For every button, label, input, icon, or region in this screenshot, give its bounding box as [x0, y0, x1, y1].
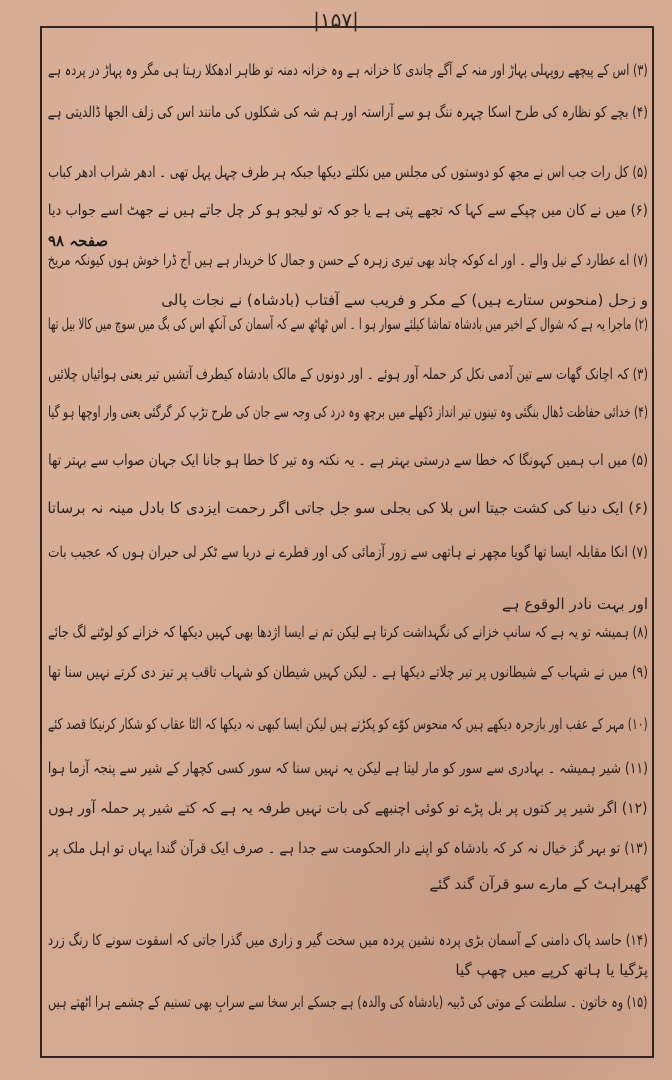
text-line: (۱۵) وہ خاتون ۔ سلطنت کے موتی کی ڈبیہ (بادشاہ کی والدہ) ہے جسکے ابر سخا سے سرابِ بھی تسنیم کے چشمے ہرا اٹھتے ہیں: [48, 993, 648, 1011]
text-line: (۲) ماجرا یہ ہے کہ شوال کے اخیر میں بادشاہ تماشا کیلئے سوار ہو ا ۔ اس ٹھاٹھ سے کہ آسمان کی آنکھ اس کی بگ میں سوچ میں کالا بیل تھا: [48, 315, 648, 333]
text-line: (۷) انکا مقابلہ ایسا تھا گویا مچھر نے ہاتھی سے زور آزمائی کی اور قطرے نے دریا سے ٹکر لی حیران ہوں کہ عجیب بات: [48, 543, 648, 561]
text-line: (۳) اس کے پیچھے روپہلی پہاڑ اور منہ کے آگے چاندی کا خزانہ ہے وہ خزانہ دمنہ تو ظاہر ادھکلا رہتا ہی مگر وہ پہاڑ در پردہ ہے: [48, 61, 648, 79]
page-number: |۱۵۷|: [313, 8, 359, 32]
text-line: (۱۲) اگر شیر پر کتوں پر بل پڑے تو کوئی اچنبھے کی بات نہیں طرفہ یہ ہے کہ کتے شیر پر حملہ آور ہوں: [48, 799, 648, 817]
text-line: (۸) ہمیشہ تو یہ ہے کہ سانپ خزانے کی نگہداشت کرتا ہے لیکن تم نے ایسا اژدھا بھی کہیں دیکھا کہ خزانے کو لوٹنے لگ جائے: [48, 623, 648, 641]
text-line: (۱۳) تو بہر گز خیال نہ کر کہ بادشاہ کو اپنے دار الحکومت سے جدا ہے ۔ صرف ایک قرآن گندا یہاں تو اہل ملک پر: [48, 839, 648, 857]
text-line: (۱۰) مہر کے عقب اور بازجرہ دیکھے ہیں کہ منحوس کوّے کو پکڑتے ہیں لیکن ایسا کبھی نہ دیکھا کہ الٹا عقاب کو شکار کرنیکا قصد کئے: [48, 715, 648, 733]
text-line: (۵) میں اب ہمیں کہونگا کہ خطا سے درستی بہتر ہے ۔ یہ نکتہ وہ تیر کا خطا ہو جانا ایک جہان صواب سے بہتر تھا: [48, 451, 648, 469]
text-line: (۱۱) شیر ہمیشہ ۔ بہادری سے سور کو مار لیتا ہے لیکن یہ نہیں سنا کہ سور کسی کچھار کے شیر سے پنجہ آزما ہوا: [48, 759, 648, 777]
side-page-marker: صفحہ ۹۸: [48, 232, 109, 250]
text-line: (۴) خدائی حفاظت ڈھال بنگئی وہ تینوں تیر انداز ڈکھلے میں برچھ وہ درد کی وجہ سے جان کی طرح تڑپ کر گرگئی یعنی وار اوچھا ہو گیا: [48, 403, 648, 421]
text-line: (۴) بچے کو نظارہ کی طرح اسکا چہرہ ننگ ہو سے آراستہ اور ہم شہ کی شکلوں کی مانند اس کی زلف الجھا ڈالدیتی ہے: [47, 103, 648, 121]
urdu-text-body: [48, 52, 648, 1052]
text-line: (۱۴) حاسد پاک دامنی کے آسمان بڑی پردہ نشین پردہ میں سخت گیر و زاری میں گذرا جاتی کہ اسقوت سونے کا رنگ زرد: [47, 931, 648, 949]
text-line: گھبراہٹ کے مارے سو قرآن گند گئے: [429, 875, 648, 893]
text-line: (۹) میں نے شہاب کے شیطانوں پر تیر چلاتے دیکھا ہے ۔ لیکن کہیں شیطان کو شہاب تاقب پر تیز دی کرتے نہیں سنا تھا: [48, 663, 648, 681]
text-line: (۶) میں نے کان میں چپکے سے کہا کہ تجھے پتی ہے یا جو کہ تو لیجو ہو کر چل جاتے ہیں نے جھٹ اسے جواب دیا: [48, 201, 648, 219]
text-line: و زحل (منحوس ستارے ہیں) کے مکر و فریب سے آفتاب (بادشاہ) نے نجات پالی: [161, 291, 648, 309]
text-line: پڑگیا یا ہاتھ کرپے میں چھپ گیا: [455, 961, 648, 979]
text-line: (۳) کہ اچانک گھات سے تین آدمی نکل کر حملہ آور ہوئے ۔ اور دونوں کے مالک بادشاہ کیطرف آتشیں تیر یعنی ہوائیاں چلائیں: [48, 365, 648, 383]
text-line: (۶) ایک دنیا کی کشت جیتا اس بلا کی بجلی سو جل جاتی اگر رحمت ایزدی کا بادل مینہ نہ برساتا: [47, 499, 648, 517]
text-line: اور بہت نادر الوقوع ہے: [501, 595, 648, 613]
text-line: (۵) کل رات جب اس نے مجھ کو دوستوں کی مجلس میں نکلتے دیکھا جبکہ ہر طرف چہل پہل تھی ۔ ادھر شراب ادھر کباب: [48, 163, 648, 181]
text-line: (۷) اے عطارد کے نیل والے ۔ اور اے کوکہ چاند بھی تیری زہرہ کے حسن و جمال کا خریدار ہے ہیں آج ڈرا خوش ہوں کیونکہ مریخ: [47, 251, 648, 269]
